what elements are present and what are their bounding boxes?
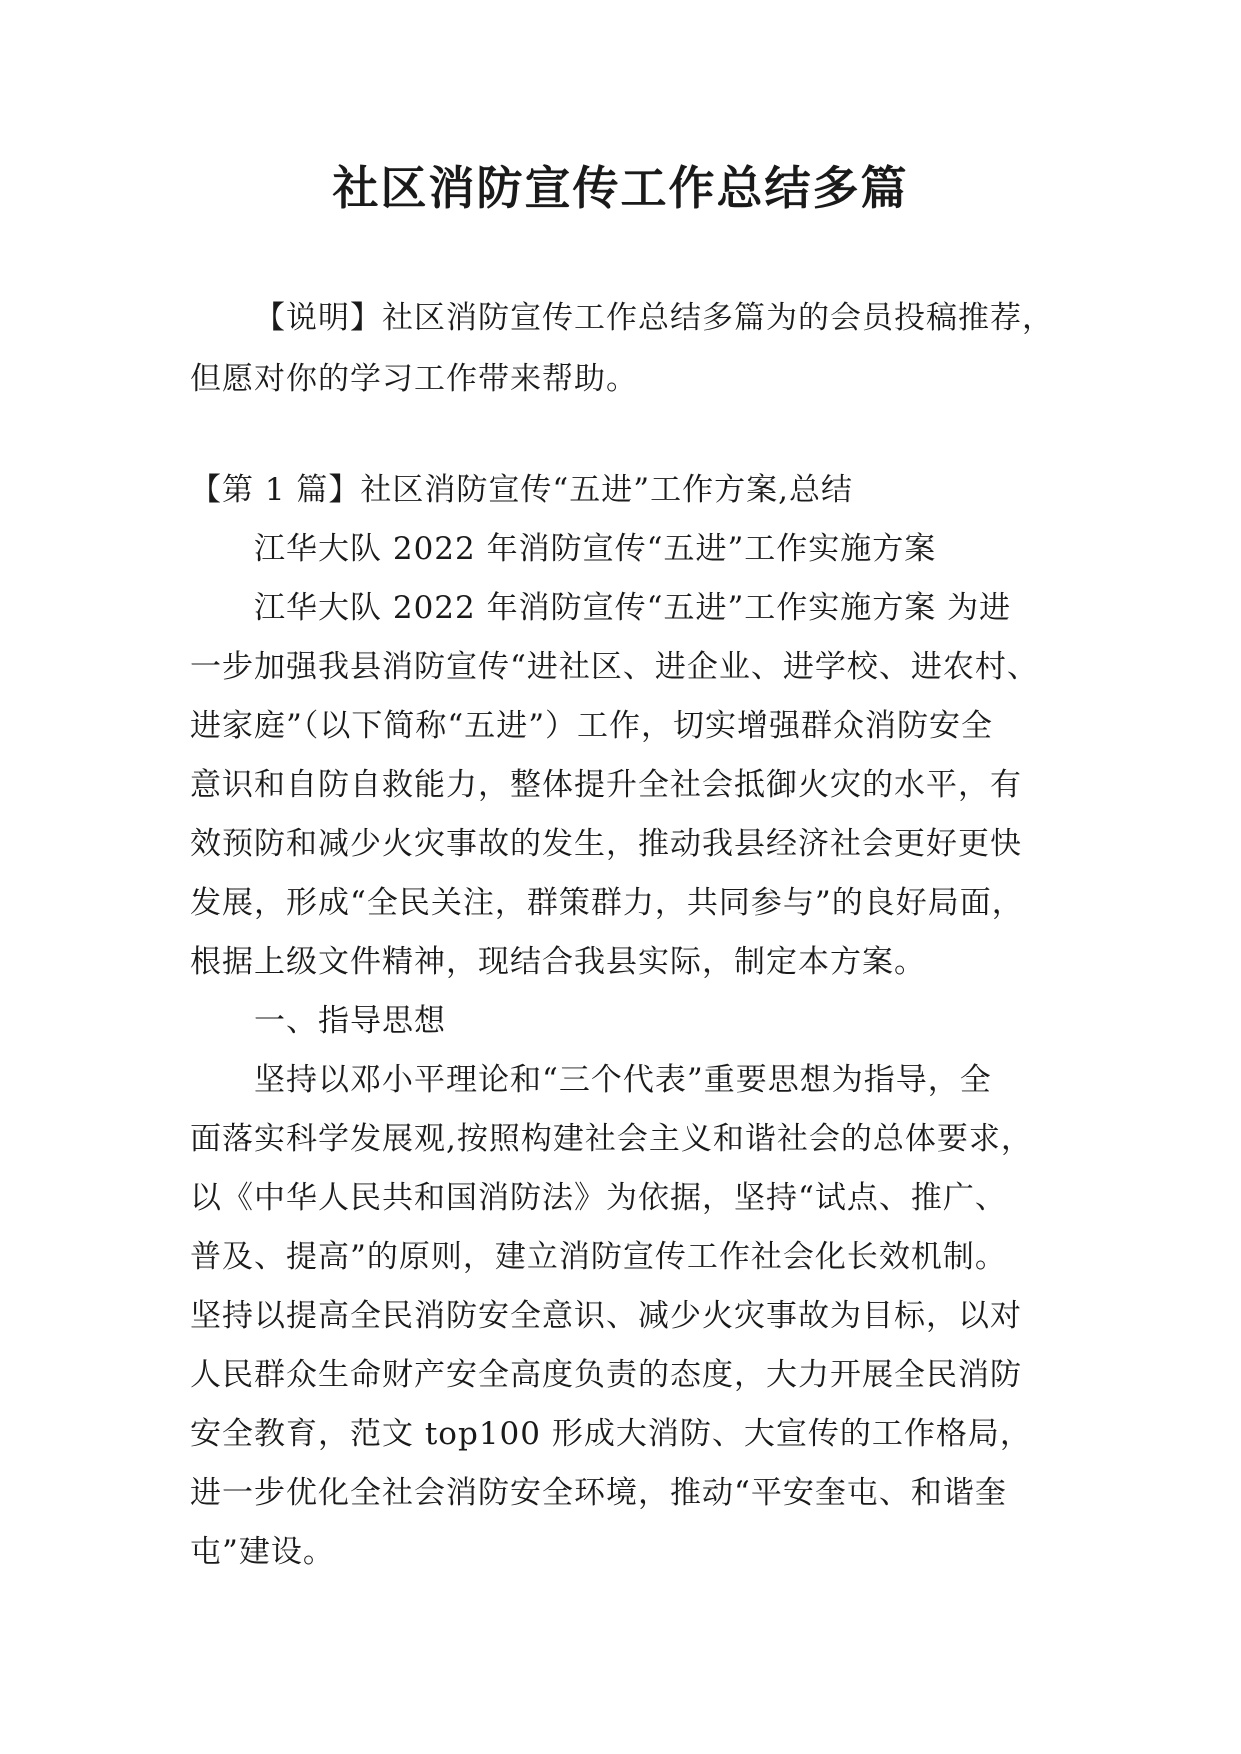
body-line: 普及、提高”的原则，建立消防宣传工作社会化长效机制。: [190, 1239, 1007, 1275]
document-title: 社区消防宣传工作总结多篇: [332, 161, 909, 215]
intro-line: 但愿对你的学习工作带来帮助。: [190, 361, 638, 397]
body-line: 人民群众生命财产安全高度负责的态度，大力开展全民消防: [190, 1357, 1022, 1393]
body-line: 意识和自防自救能力，整体提升全社会抵御火灾的水平，有: [190, 767, 1022, 803]
body-line: 江华大队 2022 年消防宣传“五进”工作实施方案 为进: [254, 590, 1012, 626]
body-line: 一步加强我县消防宣传“进社区、进企业、进学校、进农村、: [190, 649, 1039, 685]
body-line: 以《中华人民共和国消防法》为依据，坚持“试点、推广、: [190, 1180, 1007, 1216]
body-line: 屯”建设。: [190, 1534, 335, 1570]
body-line: 坚持以邓小平理论和“三个代表”重要思想为指导，全: [254, 1062, 992, 1098]
body-line: 面落实科学发展观,按照构建社会主义和谐社会的总体要求，: [190, 1121, 1033, 1157]
body-line: 进家庭”（以下简称“五进”）工作，切实增强群众消防安全: [190, 708, 994, 744]
body-line: 效预防和减少火灾事故的发生，推动我县经济社会更好更快: [190, 826, 1022, 862]
body-line: 根据上级文件精神，现结合我县实际，制定本方案。: [190, 944, 926, 980]
intro-line: 【说明】社区消防宣传工作总结多篇为的会员投稿推荐，: [254, 300, 1054, 336]
body-line: 安全教育，范文 top100 形成大消防、大宣传的工作格局，: [190, 1416, 1032, 1452]
body-line: 发展，形成“全民关注，群策群力，共同参与”的良好局面，: [190, 885, 1024, 921]
subtitle-line: 江华大队 2022 年消防宣传“五进”工作实施方案: [254, 531, 937, 567]
body-line: 坚持以提高全民消防安全意识、减少火灾事故为目标，以对: [190, 1298, 1022, 1334]
body-line: 进一步优化全社会消防安全环境，推动“平安奎屯、和谐奎: [190, 1475, 1007, 1511]
section-heading: 【第 1 篇】社区消防宣传“五进”工作方案,总结: [190, 472, 853, 508]
section-heading-guiding-ideology: 一、指导思想: [254, 1003, 446, 1039]
